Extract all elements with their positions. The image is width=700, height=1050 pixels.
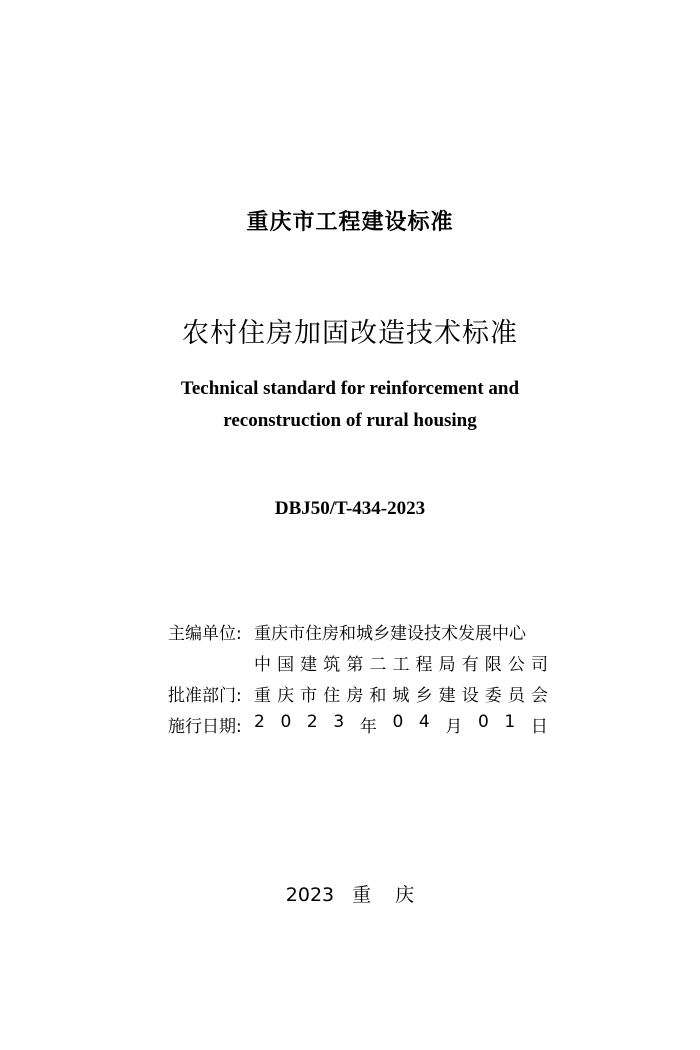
approval-row [168, 681, 548, 712]
effective-date-char: 1 [504, 712, 516, 732]
title-english-line-1: Technical standard for reinforcement and [180, 378, 520, 399]
effective-date-char: 2 [306, 712, 318, 732]
approval-char: 庆 [277, 686, 295, 706]
co-editor-char: 二 [369, 655, 387, 675]
effective-date-char: 日 [530, 717, 548, 737]
co-editor-char: 程 [415, 655, 433, 675]
approval-char: 乡 [415, 686, 433, 706]
co-editor-char: 工 [392, 655, 410, 675]
co-editor-char: 司 [530, 655, 548, 675]
chief-editor-row [168, 619, 548, 650]
approval-char: 房 [346, 686, 364, 706]
co-editor-row [168, 650, 548, 681]
co-editor-char: 中 [254, 655, 271, 675]
city-char: 重 [352, 884, 372, 906]
city-char: 庆 [395, 884, 415, 906]
co-editor-char: 筑 [323, 655, 341, 675]
effective-date-char: 3 [333, 712, 345, 732]
co-editor-char: 限 [484, 655, 502, 675]
publication-info [168, 619, 548, 743]
co-editor-char: 建 [300, 655, 318, 675]
co-editor-char: 国 [277, 655, 295, 675]
chief-editor-value: 重庆市住房和城乡建设技术发展中心 [254, 624, 526, 644]
title-english-line-2: reconstruction of rural housing [223, 410, 477, 431]
publication-place [0, 880, 700, 907]
chief-editor-label: 主编单位: [168, 624, 242, 644]
approval-char: 市 [300, 686, 318, 706]
effective-date-char: 月 [445, 717, 463, 737]
approval-char: 住 [323, 686, 341, 706]
approval-char: 员 [507, 686, 525, 706]
co-editor-char: 有 [461, 655, 479, 675]
approval-char: 会 [530, 686, 548, 706]
approval-char: 设 [461, 686, 479, 706]
effective-date-char: 0 [392, 712, 404, 732]
co-editor-char: 公 [507, 655, 525, 675]
standard-code: DBJ50/T-434-2023 [274, 498, 426, 519]
effective-date-char: 0 [280, 712, 292, 732]
approval-char: 建 [438, 686, 456, 706]
co-editor-value [254, 650, 548, 675]
effective-date-label: 施行日期: [168, 717, 242, 737]
effective-date-row [168, 712, 548, 743]
series-title: 重庆市工程建设标准 [246, 210, 454, 235]
approval-char: 和 [369, 686, 387, 706]
co-editor-char: 第 [346, 655, 364, 675]
approval-label: 批准部门: [168, 686, 242, 706]
approval-char: 城 [392, 686, 410, 706]
co-editor-char: 局 [438, 655, 456, 675]
effective-date-char: 0 [477, 712, 489, 732]
publication-year: 2023 [285, 884, 335, 906]
approval-char: 重 [254, 686, 271, 706]
effective-date-char: 2 [254, 712, 265, 732]
approval-value [254, 681, 548, 706]
approval-char: 委 [484, 686, 502, 706]
effective-date-char: 年 [359, 717, 377, 737]
title-chinese: 农村住房加固改造技术标准 [182, 318, 518, 349]
effective-date-value [254, 712, 548, 737]
effective-date-char: 4 [418, 712, 430, 732]
